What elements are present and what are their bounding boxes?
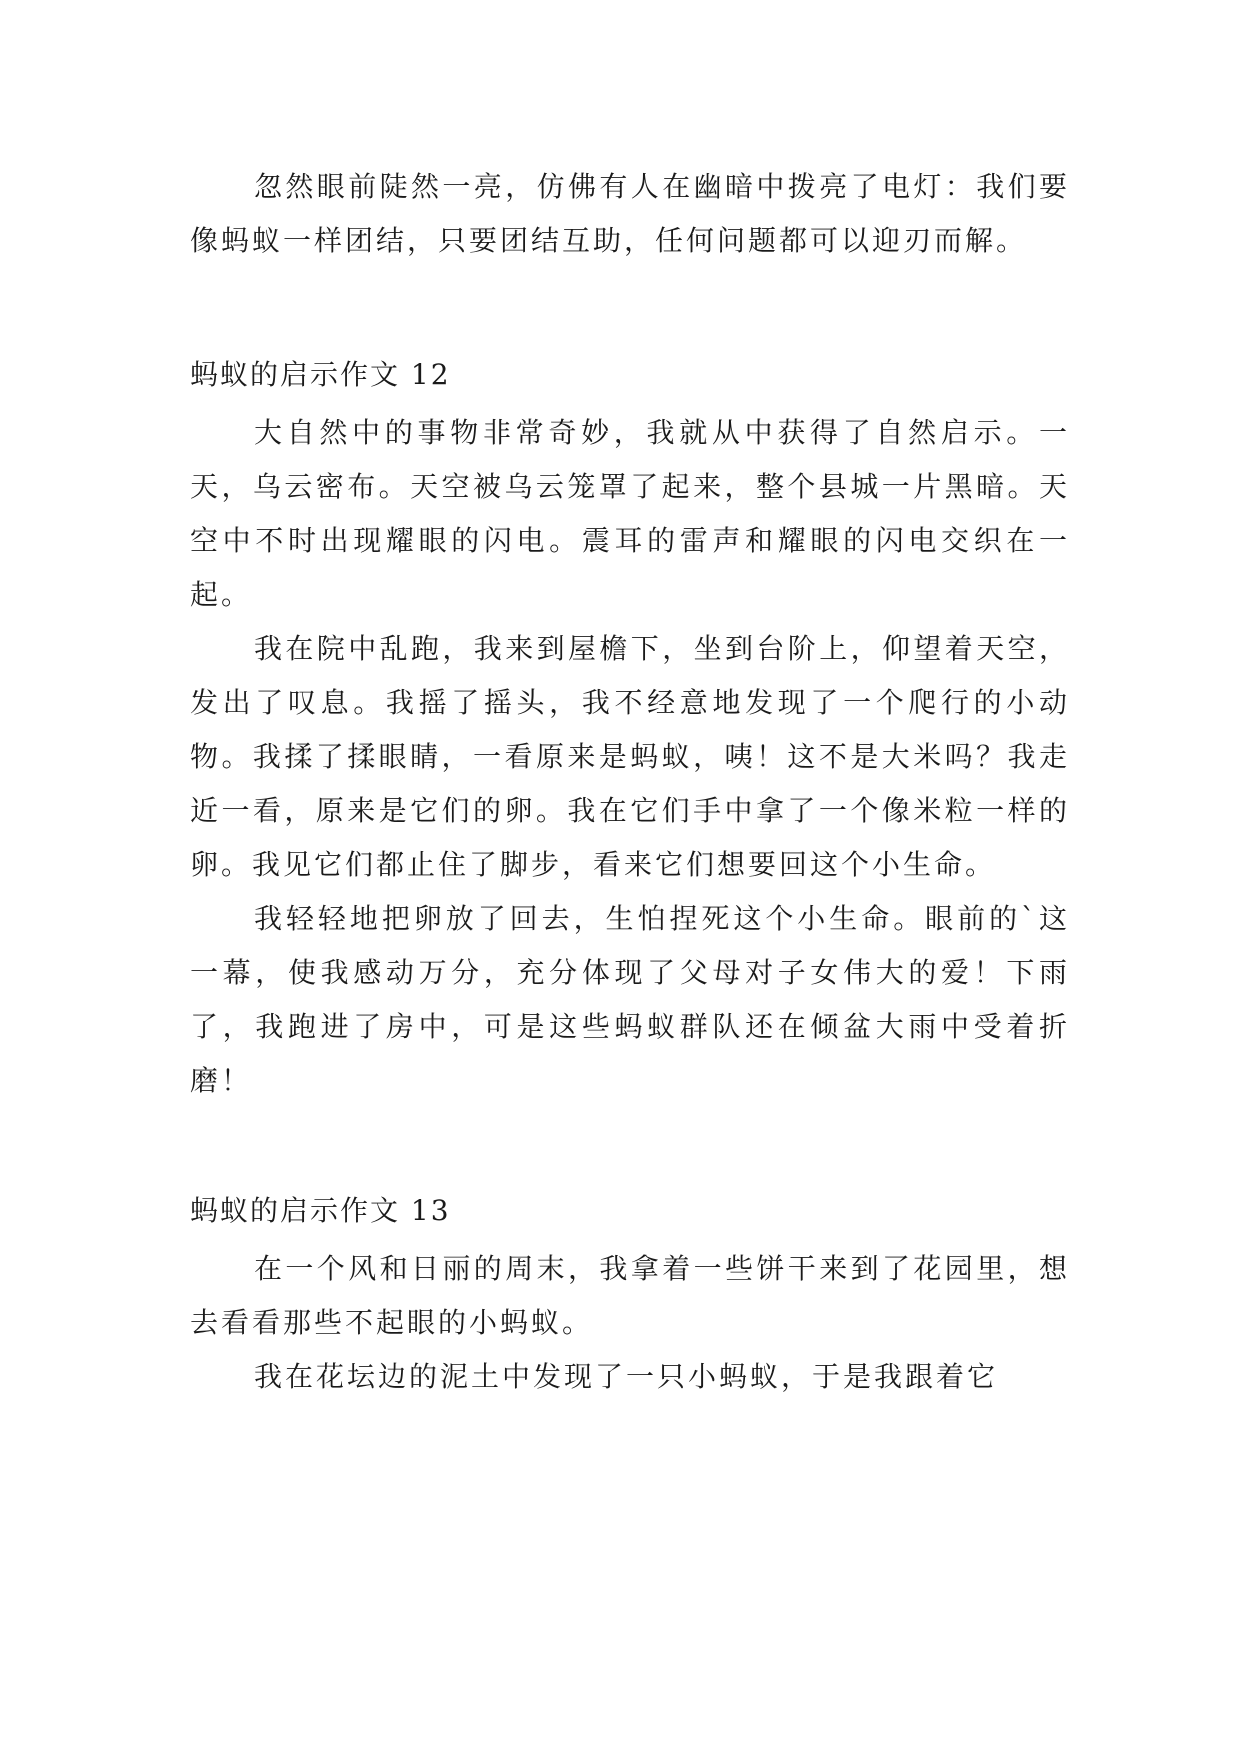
paragraph: 忽然眼前陡然一亮，仿佛有人在幽暗中拨亮了电灯：我们要像蚂蚁一样团结，只要团结互助，任何问题都可以迎刃而解。 (190, 170, 1070, 257)
section-12-body (190, 406, 1070, 1108)
section-heading-12: 蚂蚁的启示作文 12 (190, 358, 451, 391)
paragraph: 我轻轻地把卵放了回去，生怕捏死这个小生命。眼前的`这一幕，使我感动万分，充分体现了父母对子女伟大的爱！下雨了，我跑进了房中，可是这些蚂蚁群队还在倾盆大雨中受着折磨！ (190, 902, 1070, 1097)
section-intro (190, 160, 1070, 268)
section-heading-13: 蚂蚁的启示作文 13 (190, 1194, 451, 1227)
section-13-body (190, 1242, 1070, 1404)
paragraph: 在一个风和日丽的周末，我拿着一些饼干来到了花园里，想去看看那些不起眼的小蚂蚁。 (190, 1252, 1070, 1339)
paragraph: 我在花坛边的泥土中发现了一只小蚂蚁，于是我跟着它 (254, 1360, 999, 1393)
paragraph: 我在院中乱跑，我来到屋檐下，坐到台阶上，仰望着天空，发出了叹息。我摇了摇头，我不经意地发现了一个爬行的小动物。我揉了揉眼睛，一看原来是蚂蚁，咦！这不是大米吗？我走近一看，原来是它们的卵。我在它们手中拿了一个像米粒一样的卵。我见它们都止住了脚步，看来它们想要回这个小生命。 (190, 632, 1070, 881)
paragraph: 大自然中的事物非常奇妙，我就从中获得了自然启示。一天，乌云密布。天空被乌云笼罩了起来，整个县城一片黑暗。天空中不时出现耀眼的闪电。震耳的雷声和耀眼的闪电交织在一起。 (190, 416, 1070, 611)
